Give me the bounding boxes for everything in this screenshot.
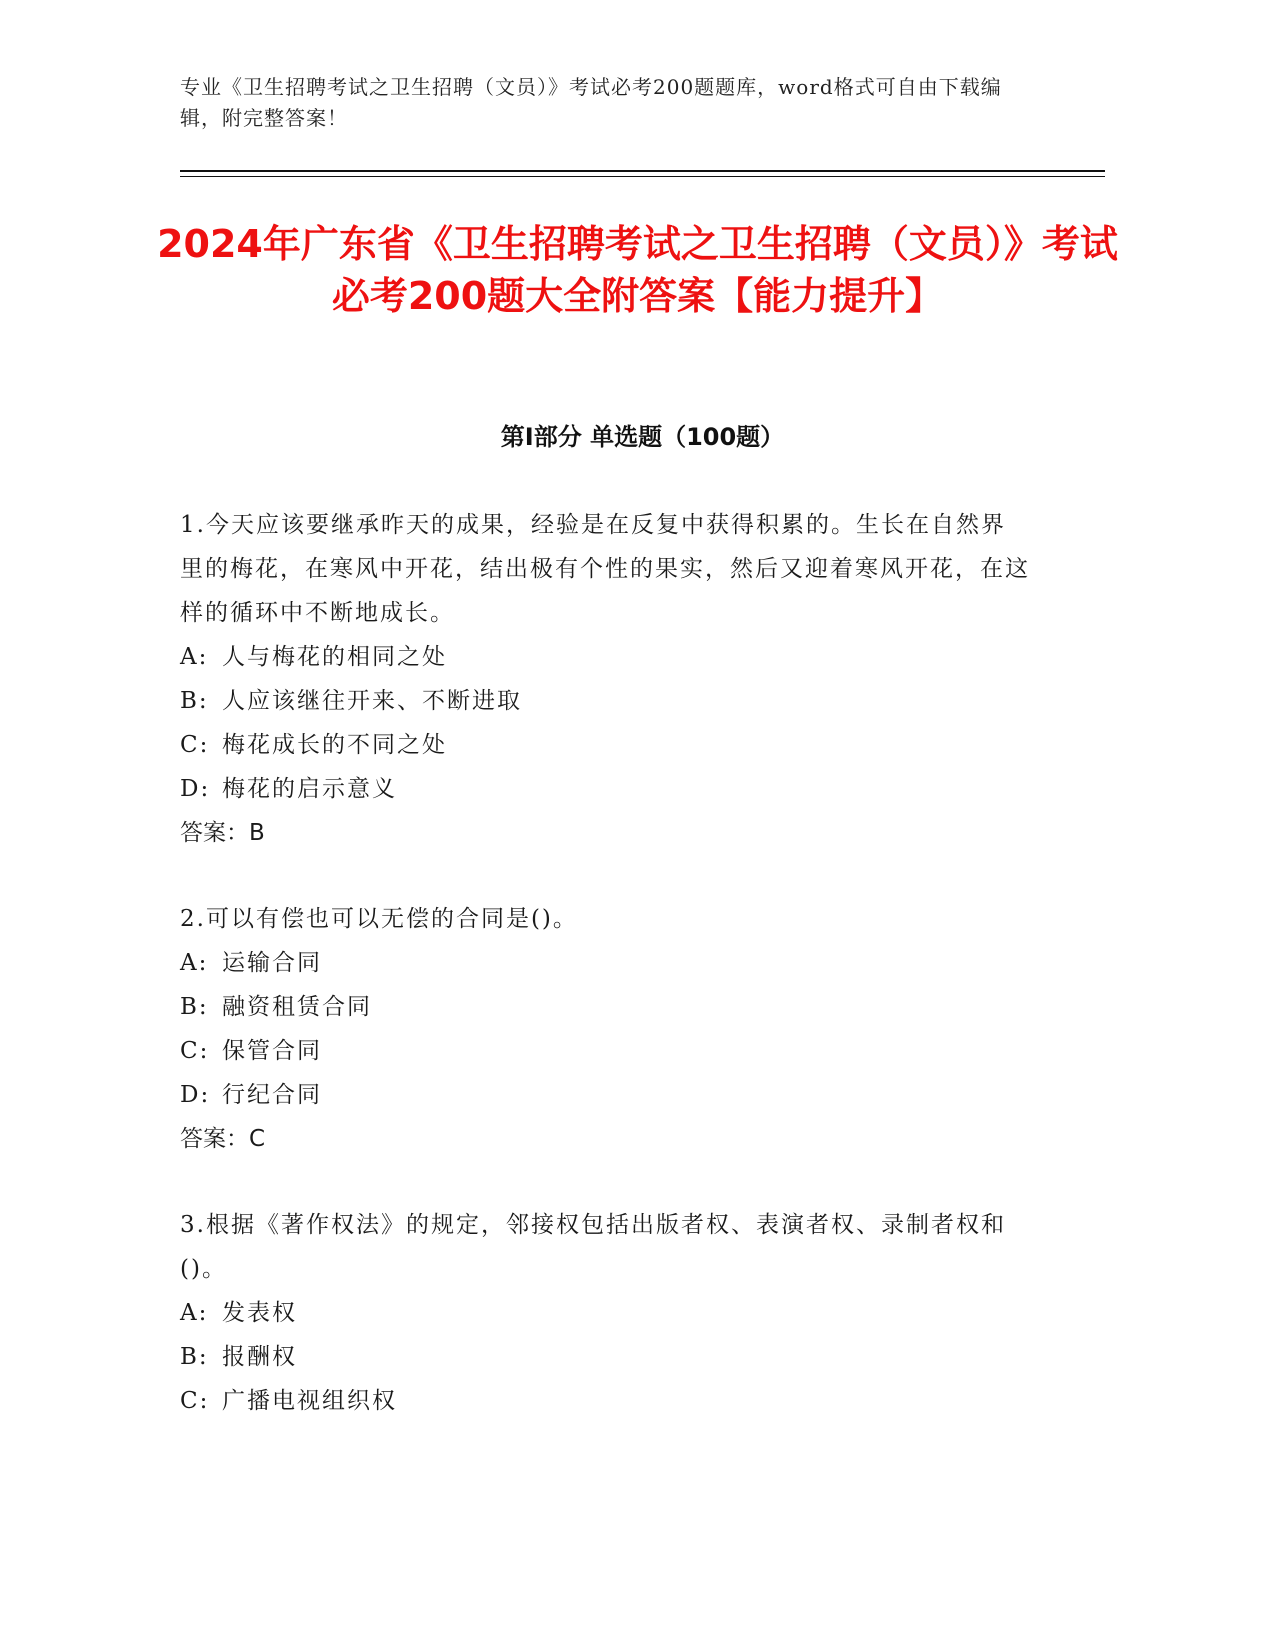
- option-key: A:: [180, 950, 209, 976]
- option-b: [180, 1335, 1030, 1379]
- question-text: 3.根据《著作权法》的规定，邻接权包括出版者权、表演者权、录制者权和()。: [180, 1212, 1006, 1282]
- answer-line: 答案：C: [180, 1126, 266, 1152]
- option-c: [180, 723, 1030, 767]
- option-key: C:: [180, 732, 210, 758]
- document-title: 2024年广东省《卫生招聘考试之卫生招聘（文员）》考试必考200题大全附答案【能力提升】: [157, 222, 1118, 318]
- option-key: C:: [180, 1038, 210, 1064]
- option-key: A:: [180, 1300, 209, 1326]
- option-d: [180, 1073, 1030, 1117]
- question-text: 1.今天应该要继承昨天的成果，经验是在反复中获得积累的。生长在自然界里的梅花，在寒风中开花，结出极有个性的果实，然后又迎着寒风开花，在这样的循环中不断地成长。: [180, 512, 1030, 626]
- option-b: [180, 679, 1030, 723]
- option-c: [180, 1029, 1030, 1073]
- header-divider-thick: [180, 170, 1105, 172]
- option-text: 人应该继往开来、不断进取: [222, 688, 522, 714]
- option-key: B:: [180, 1344, 209, 1370]
- option-key: B:: [180, 688, 209, 714]
- option-b: [180, 985, 1030, 1029]
- option-a: [180, 1291, 1030, 1335]
- option-c: [180, 1379, 1030, 1423]
- question-item: [180, 503, 1030, 855]
- question-item: [180, 897, 1030, 1161]
- option-text: 梅花成长的不同之处: [222, 732, 447, 758]
- option-key: D:: [180, 1082, 211, 1108]
- option-text: 人与梅花的相同之处: [222, 644, 447, 670]
- option-key: A:: [180, 644, 209, 670]
- option-text: 行纪合同: [222, 1082, 322, 1108]
- option-d: [180, 767, 1030, 811]
- option-a: [180, 635, 1030, 679]
- option-text: 运输合同: [222, 950, 322, 976]
- option-text: 发表权: [222, 1300, 297, 1326]
- question-text: 2.可以有偿也可以无偿的合同是()。: [180, 906, 578, 932]
- option-text: 融资租赁合同: [222, 994, 372, 1020]
- option-key: D:: [180, 776, 211, 802]
- option-text: 广播电视组织权: [222, 1388, 397, 1414]
- question-list: [180, 503, 1030, 1465]
- option-text: 梅花的启示意义: [222, 776, 397, 802]
- option-key: C:: [180, 1388, 210, 1414]
- option-text: 报酬权: [222, 1344, 297, 1370]
- section-title: 第Ⅰ部分 单选题（100题）: [500, 423, 785, 451]
- header-divider-thin: [180, 176, 1105, 177]
- answer-line: 答案：B: [180, 820, 265, 846]
- question-item: [180, 1203, 1030, 1423]
- option-text: 保管合同: [222, 1038, 322, 1064]
- option-key: B:: [180, 994, 209, 1020]
- option-a: [180, 941, 1030, 985]
- header-note: 专业《卫生招聘考试之卫生招聘（文员）》考试必考200题题库，word格式可自由下载编辑，附完整答案！: [180, 75, 1002, 130]
